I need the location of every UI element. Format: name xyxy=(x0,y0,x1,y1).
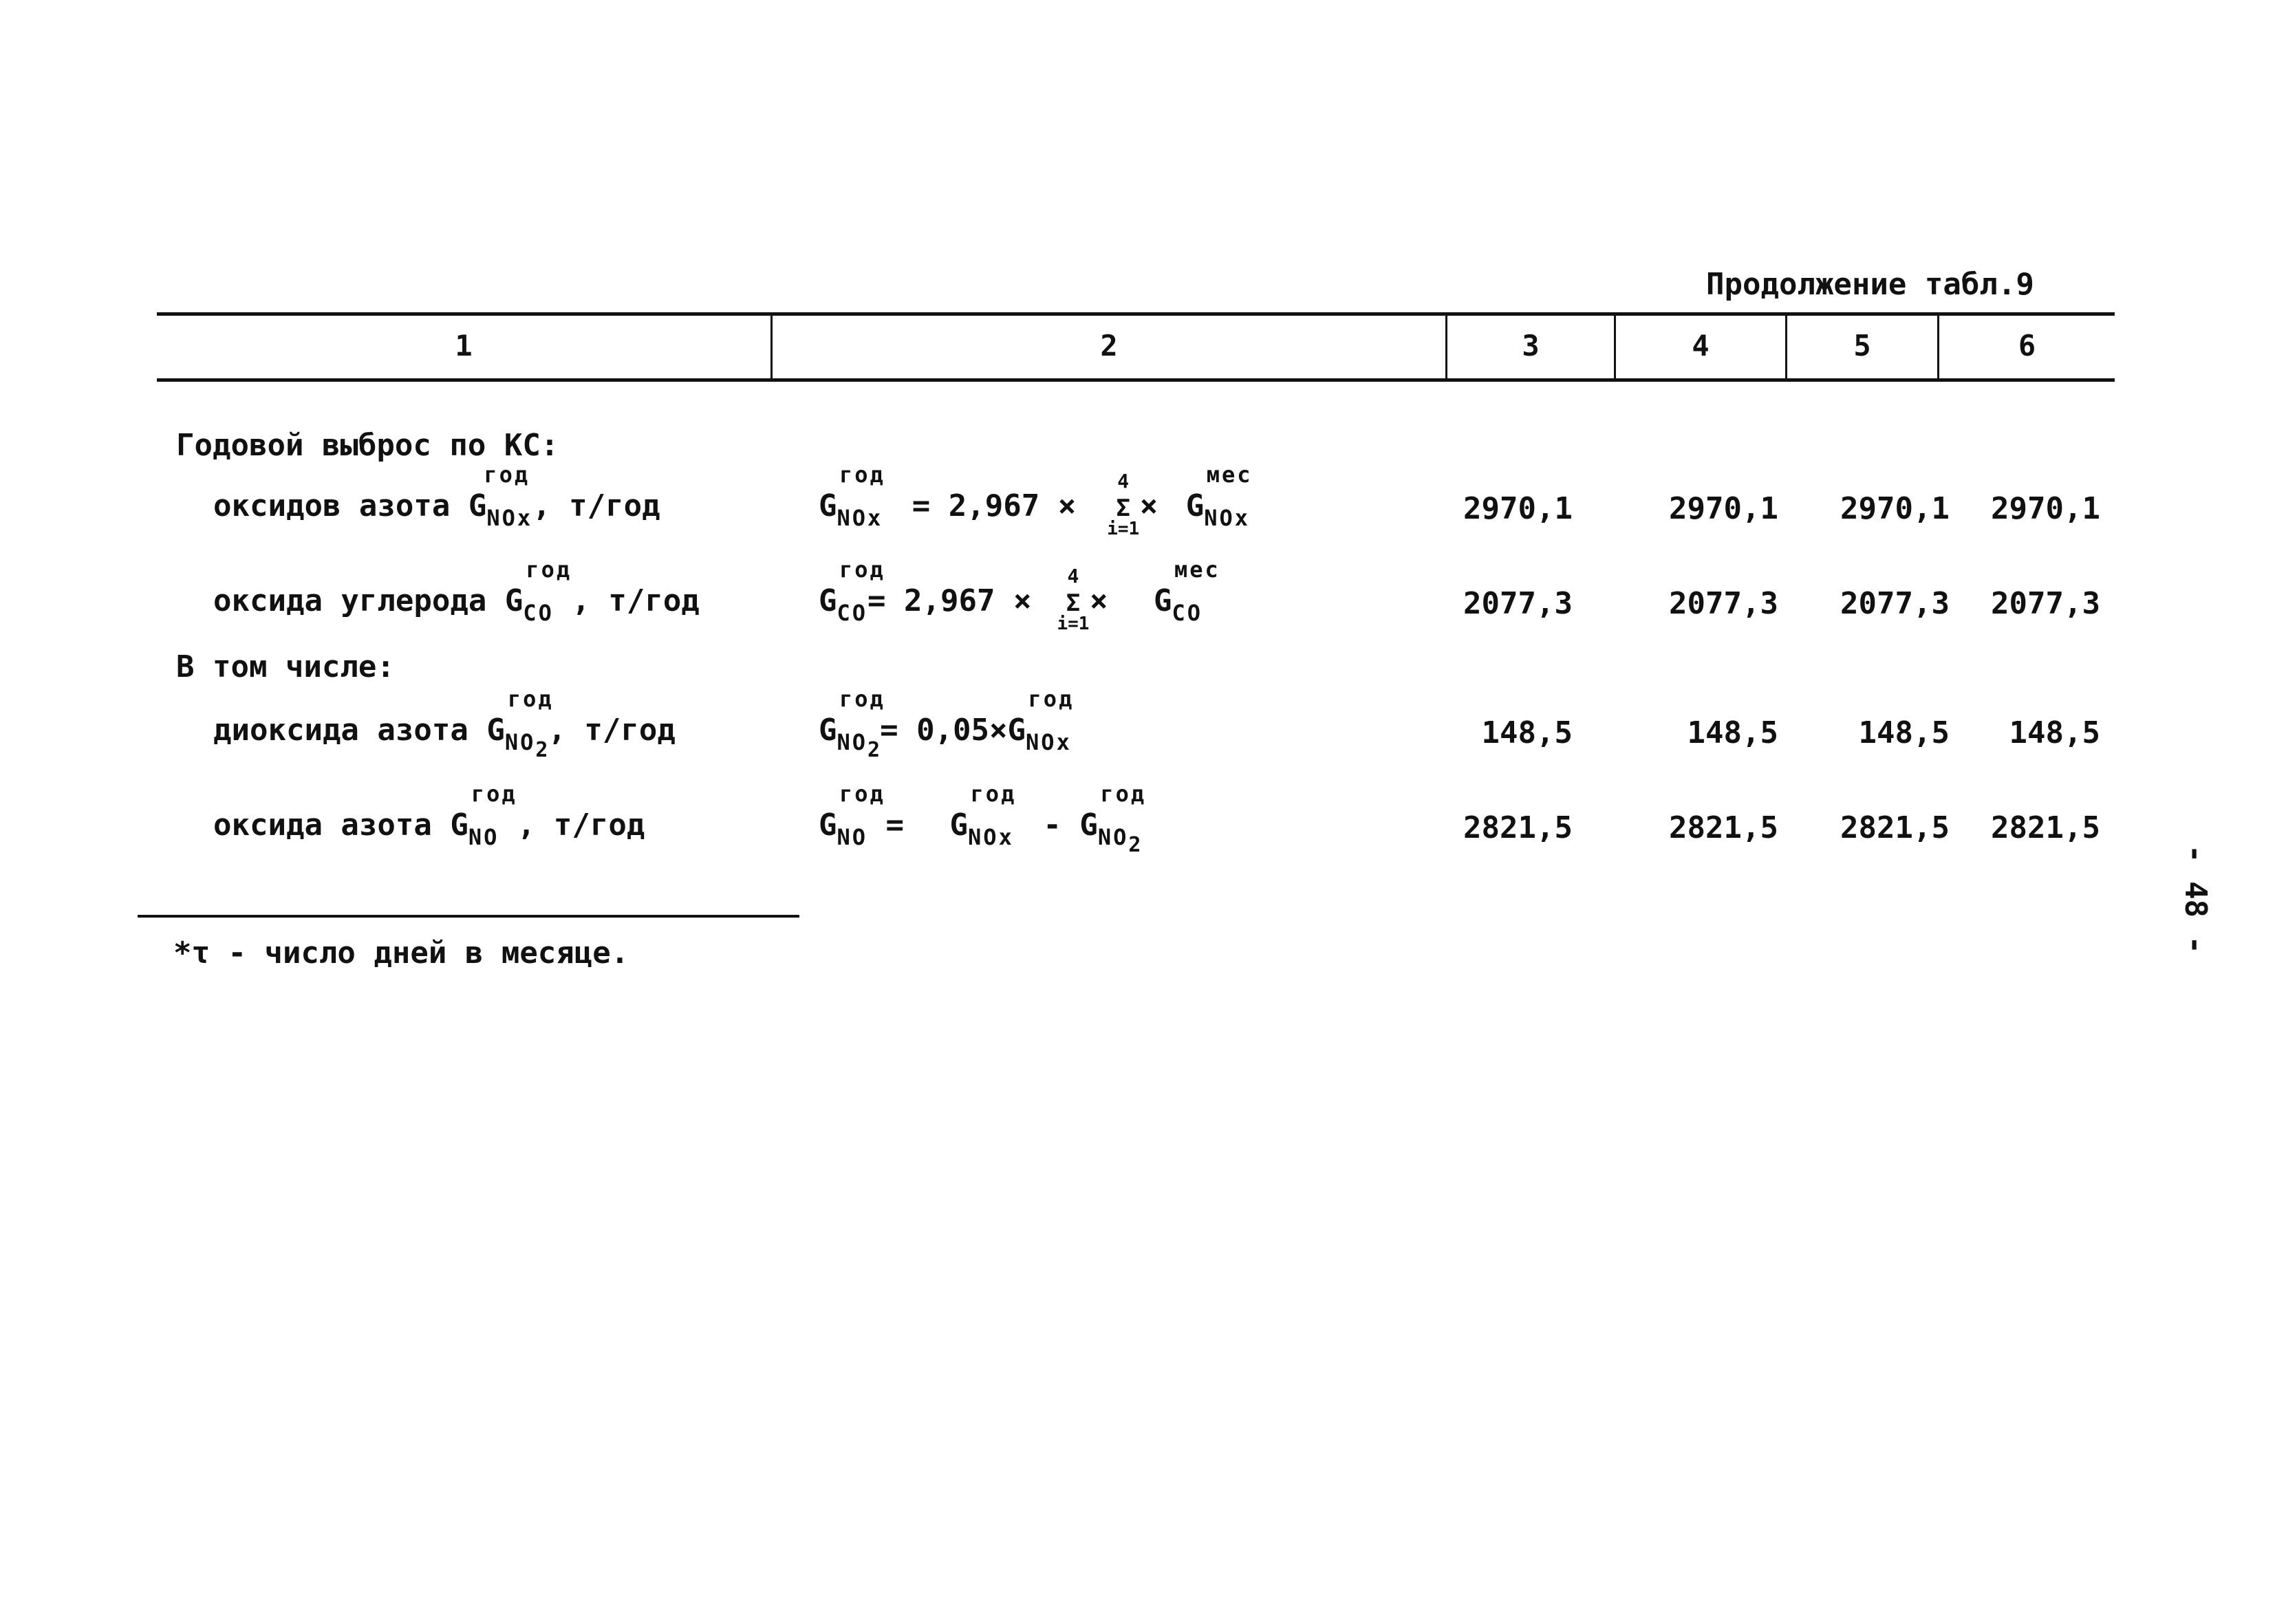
row-formula: G год $_{NO}$ = G год $_{NOx}$ - G год $_{NO2}$ xyxy=(819,781,1147,857)
value-col-5: 2970,1 xyxy=(1840,491,1950,526)
label-symbol: год $_{NO2}$ xyxy=(504,686,554,762)
row-label: оксидов азота G год $_{NOx}$, т/год xyxy=(213,462,660,531)
value-col-5: 2821,5 xyxy=(1840,810,1950,845)
header-col-6: 6 xyxy=(2018,329,2036,362)
row-formula: G год $_{NO2}$= 0,05×G год $_{NOx}$ xyxy=(819,686,1075,762)
section-title-including: В том числе: xyxy=(176,649,395,684)
label-symbol: год $_{NO}$ xyxy=(468,781,517,850)
row-label: оксида углерода G год $_{CO}$ , т/год xyxy=(213,556,700,626)
header-col-3: 3 xyxy=(1522,329,1540,362)
table-caption: Продолжение табл.9 xyxy=(1706,267,2034,302)
value-col-4: 148,5 xyxy=(1687,715,1778,750)
value-col-3: 2077,3 xyxy=(1463,586,1573,621)
footnote-rule xyxy=(138,915,799,918)
table-header-rule xyxy=(157,378,2115,382)
header-col-2: 2 xyxy=(1100,329,1118,362)
value-col-6: 2970,1 xyxy=(1991,491,2100,526)
row-label: диоксида азота G год $_{NO2}$, т/год xyxy=(213,686,676,762)
row-formula: G год $_{CO}$= 2,967 × 4 Σ i=1 × G мес $_{CO}$ xyxy=(819,556,1220,634)
page-number: - 48 - xyxy=(2177,845,2213,954)
value-col-5: 148,5 xyxy=(1858,715,1950,750)
value-col-4: 2077,3 xyxy=(1669,586,1778,621)
header-col-5: 5 xyxy=(1853,329,1871,362)
label-symbol: год $_{CO}$ xyxy=(523,556,572,626)
label-symbol: год $_{NOx}$ xyxy=(484,462,533,531)
header-col-4: 4 xyxy=(1692,329,1710,362)
value-col-6: 2077,3 xyxy=(1991,586,2100,621)
row-formula: G год $_{NOx}$ = 2,967 × 4 Σ i=1 × G мес $_{NOx}$ xyxy=(819,462,1253,539)
sum-symbol: 4 Σ i=1 xyxy=(1057,565,1090,634)
value-col-3: 2821,5 xyxy=(1463,810,1573,845)
value-col-6: 2821,5 xyxy=(1991,810,2100,845)
value-col-6: 148,5 xyxy=(2009,715,2100,750)
value-col-4: 2970,1 xyxy=(1669,491,1778,526)
value-col-3: 148,5 xyxy=(1481,715,1573,750)
header-col-1: 1 xyxy=(455,329,473,362)
row-label: оксида азота G год $_{NO}$ , т/год xyxy=(213,781,645,850)
sum-symbol: 4 Σ i=1 xyxy=(1107,470,1140,539)
table-top-rule xyxy=(157,312,2115,316)
value-col-4: 2821,5 xyxy=(1669,810,1778,845)
footnote: *τ - число дней в месяце. xyxy=(173,935,629,971)
value-col-3: 2970,1 xyxy=(1463,491,1573,526)
section-title-annual: Годовой выброс по КС: xyxy=(176,428,559,463)
value-col-5: 2077,3 xyxy=(1840,586,1950,621)
